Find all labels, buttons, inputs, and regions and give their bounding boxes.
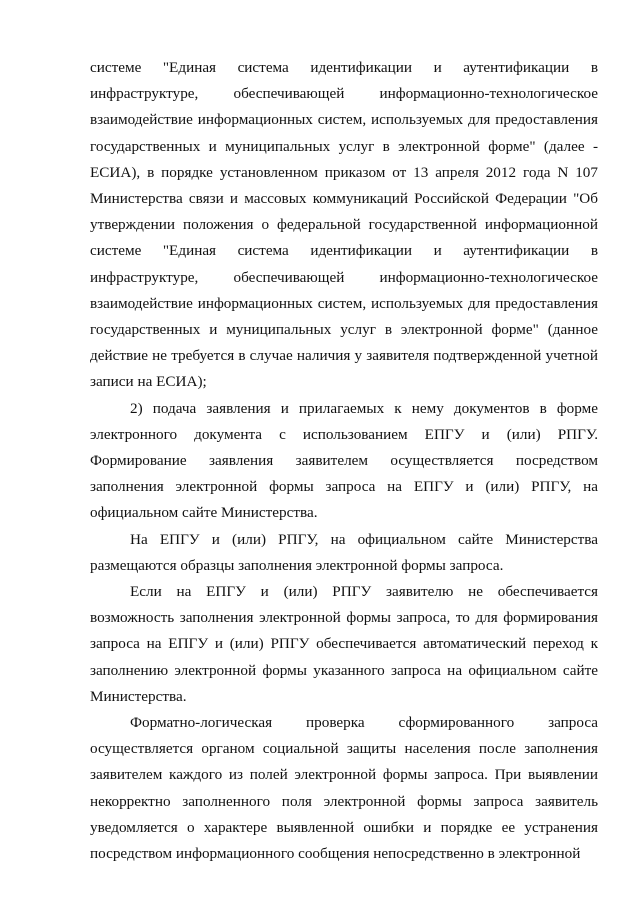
paragraph-format-logic-check: Форматно-логическая проверка сформированного запроса осуществляется органом социальной защиты населения после заполнения заявителем каждого из полей электронной формы запроса. При выявлении некорректно заполненного поля электронной формы запроса заявитель уведомляется о характере выявленной ошибки и порядке ее устранения посредством информационного сообщения непосредственно в электронной	[90, 714, 598, 863]
document-page	[90, 55, 598, 867]
paragraph-application-submission: 2) подача заявления и прилагаемых к нему документов в форме электронного документа с использованием ЕПГУ и (или) РПГУ. Формирование заявления заявителем осуществляется посредством заполнения электронной формы запроса на ЕПГУ и (или) РПГУ, на официальном сайте Министерства.	[90, 399, 598, 522]
paragraph-auto-redirect: Если на ЕПГУ и (или) РПГУ заявителю не обеспечивается возможность заполнения электронной формы запроса, то для формирования запроса на ЕПГУ и (или) РПГУ обеспечивается автоматический переход к заполнению электронной формы указанного запроса на официальном сайте Министерства.	[90, 583, 598, 705]
paragraph-esia-registration: системе "Единая система идентификации и аутентификации в инфраструктуре, обеспечивающей информационно-технологическое взаимодействие информационных систем, используемых для предоставления государственных и муниципальных услуг в электронной форме" (далее - ЕСИА), в порядке установленном приказом от 13 апреля 2012 года N 107 Министерства связи и массовых коммуникаций Российской Федерации "Об утверждении положения о федеральной государственной информационной системе "Единая система идентификации и аутентификации в инфраструктуре, обеспечивающей информационно-технологическое взаимодействие информационных систем, используемых для предоставления государственных и муниципальных услуг в электронной форме" (данное действие не требуется в случае наличия у заявителя подтвержденной учетной записи на ЕСИА);	[90, 59, 598, 391]
paragraph-form-samples: На ЕПГУ и (или) РПГУ, на официальном сайте Министерства размещаются образцы заполнения электронной формы запроса.	[90, 530, 598, 574]
